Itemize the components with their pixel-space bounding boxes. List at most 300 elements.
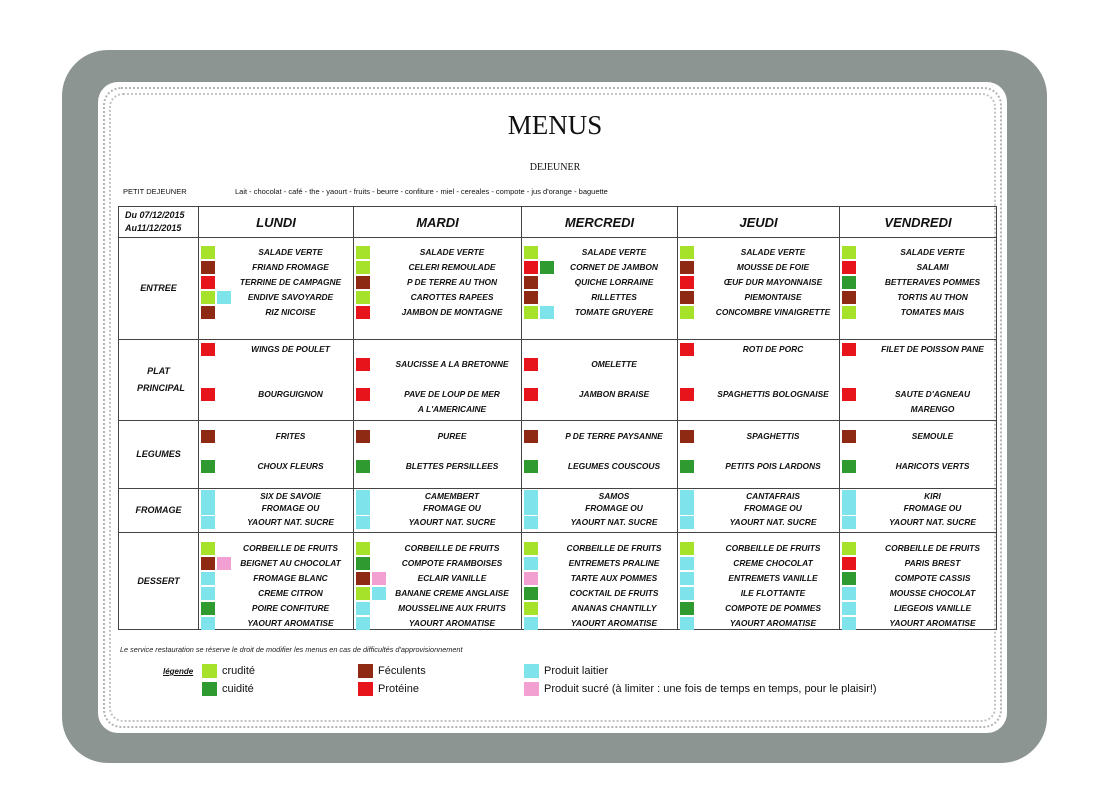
food-category-swatch: [842, 587, 856, 600]
food-category-swatch: [356, 557, 370, 570]
menu-item: [522, 460, 677, 475]
menu-cell: [840, 238, 997, 340]
menu-item: [522, 276, 677, 291]
menu-cell: [199, 340, 354, 421]
date-from: Du 07/12/2015: [125, 210, 185, 220]
dish-name: SALADE VERTE: [419, 247, 485, 257]
menu-item: [840, 516, 996, 531]
food-category-swatch: [524, 460, 538, 473]
dish-name: FRIAND FROMAGE: [252, 262, 329, 272]
menu-item: [678, 430, 839, 445]
menu-item: [522, 572, 677, 587]
menu-row: [119, 238, 997, 340]
menu-item: [840, 246, 996, 261]
food-category-swatch: [201, 276, 215, 289]
menu-item: [678, 587, 839, 602]
menu-cell: [840, 489, 997, 533]
menu-item: [199, 602, 353, 617]
menu-item: [678, 276, 839, 291]
menu-item: [199, 276, 353, 291]
food-category-swatch: [356, 246, 370, 259]
food-category-swatch: [201, 502, 215, 515]
row-header: PLAT PRINCIPAL: [119, 340, 199, 421]
menu-cell: [199, 238, 354, 340]
menu-cell: [522, 533, 678, 630]
menu-item: [840, 602, 996, 617]
food-category-swatch: [201, 261, 215, 274]
dish-name: MOUSSE CHOCOLAT: [889, 588, 976, 598]
menu-cell: [522, 238, 678, 340]
dish-name: CORBEILLE DE FRUITS: [885, 543, 980, 553]
dish-name: SALADE VERTE: [740, 247, 806, 257]
menu-item: [354, 617, 521, 632]
menu-item: [199, 557, 353, 572]
dish-name: LIEGEOIS VANILLE: [893, 603, 972, 613]
food-category-swatch: [842, 502, 856, 515]
food-category-swatch: [524, 276, 538, 289]
dish-name: FROMAGE OU: [423, 503, 481, 513]
dish-name: POIRE CONFITURE: [251, 603, 330, 613]
menu-item: [199, 516, 353, 531]
menu-row: [119, 533, 997, 630]
legend-swatch: [358, 664, 373, 678]
dish-name: FRITES: [275, 431, 306, 441]
food-category-swatch: [201, 246, 215, 259]
menu-item: [678, 343, 839, 358]
menu-item: [522, 306, 677, 321]
menu-item: [840, 430, 996, 445]
dish-name: ILE FLOTTANTE: [740, 588, 806, 598]
food-category-swatch: [356, 572, 370, 585]
food-category-swatch: [680, 276, 694, 289]
page-title: MENUS: [507, 110, 603, 140]
menu-item: [354, 246, 521, 261]
food-category-swatch: [356, 261, 370, 274]
date-to: Au11/12/2015: [125, 223, 182, 233]
food-category-swatch: [680, 261, 694, 274]
food-category-swatch: [680, 306, 694, 319]
menu-cell: [354, 489, 522, 533]
menu-cell: [354, 340, 522, 421]
food-category-swatch: [356, 306, 370, 319]
food-category-swatch: [356, 602, 370, 615]
dish-name: SALADE VERTE: [900, 247, 965, 257]
menu-item: [354, 388, 521, 403]
food-category-swatch: [842, 617, 856, 630]
dish-name: OMELETTE: [591, 359, 637, 369]
menu-item: [678, 306, 839, 321]
menu-item: [522, 587, 677, 602]
food-category-swatch: [524, 261, 538, 274]
page-subtitle: DEJEUNER: [529, 162, 581, 173]
menu-item: [199, 261, 353, 276]
menu-item: [840, 572, 996, 587]
menu-item: [840, 617, 996, 632]
dish-name: CAMEMBERT: [424, 491, 480, 501]
menu-cell: [199, 533, 354, 630]
dish-name: CAROTTES RAPEES: [410, 292, 494, 302]
food-category-swatch: [842, 572, 856, 585]
menu-cell: [354, 533, 522, 630]
dish-name: SALADE VERTE: [581, 247, 647, 257]
menu-item: [199, 291, 353, 306]
dish-name: P DE TERRE PAYSANNE: [565, 431, 663, 441]
menu-cell: [678, 421, 840, 489]
food-category-swatch: [356, 542, 370, 555]
food-category-swatch: [524, 557, 538, 570]
menu-item: [678, 388, 839, 403]
menu-item: [354, 542, 521, 557]
dish-name: PETITS POIS LARDONS: [725, 461, 821, 471]
menu-item: [199, 430, 353, 445]
dish-name: YAOURT AROMATISE: [570, 618, 658, 628]
dish-name: CORBEILLE DE FRUITS: [566, 543, 662, 553]
food-category-swatch: [680, 343, 694, 356]
food-category-swatch: [842, 306, 856, 319]
food-category-swatch: [842, 388, 856, 401]
day-header: LUNDI: [199, 207, 354, 238]
food-category-swatch: [356, 587, 370, 600]
food-category-swatch: [356, 291, 370, 304]
legend-swatch: [202, 682, 217, 696]
menu-row: [119, 489, 997, 533]
dish-name: ANANAS CHANTILLY: [571, 603, 657, 613]
dish-name: JAMBON DE MONTAGNE: [401, 307, 503, 317]
dish-name: QUICHE LORRAINE: [574, 277, 654, 287]
food-category-swatch: [524, 587, 538, 600]
dish-name: JAMBON BRAISE: [578, 389, 650, 399]
menu-item: [522, 291, 677, 306]
dish-name: SAUCISSE A LA BRETONNE: [395, 359, 509, 369]
menu-item: [354, 460, 521, 475]
dish-name: CORBEILLE DE FRUITS: [725, 543, 821, 553]
dish-name: CORBEILLE DE FRUITS: [243, 543, 338, 553]
dish-name: TARTE AUX POMMES: [570, 573, 658, 583]
menu-item: [522, 502, 677, 517]
food-category-swatch: [842, 261, 856, 274]
menu-item: [354, 306, 521, 321]
dish-name: SEMOULE: [911, 431, 954, 441]
menu-item: [354, 261, 521, 276]
menu-item: [840, 306, 996, 321]
dish-name: KIRI: [924, 491, 941, 501]
menu-item: [199, 246, 353, 261]
dish-name: CREME CHOCOLAT: [733, 558, 813, 568]
menu-cell: [678, 533, 840, 630]
food-category-swatch: [524, 358, 538, 371]
menu-item: [522, 617, 677, 632]
menu-cell: [199, 489, 354, 533]
legend-label: Protéine: [378, 683, 419, 695]
table-header-row: [119, 207, 997, 238]
food-category-swatch: [524, 502, 538, 515]
dish-name: YAOURT NAT. SUCRE: [408, 517, 496, 527]
dish-name: MOUSSELINE AUX FRUITS: [398, 603, 506, 613]
dish-name: TERRINE DE CAMPAGNE: [239, 277, 342, 287]
menu-cell: [522, 489, 678, 533]
menu-item: [678, 261, 839, 276]
dish-name: PUREE: [437, 431, 467, 441]
food-category-swatch: [680, 516, 694, 529]
dish-name: SALAMI: [916, 262, 949, 272]
dish-name: YAOURT NAT. SUCRE: [889, 517, 976, 527]
menu-item: [354, 502, 521, 517]
food-category-swatch: [680, 388, 694, 401]
menu-item: [678, 246, 839, 261]
dish-name: CANTAFRAIS: [746, 491, 800, 501]
food-category-swatch: [842, 602, 856, 615]
menu-item: [678, 542, 839, 557]
menu-item: [354, 602, 521, 617]
menu-item: [678, 557, 839, 572]
food-category-swatch: [842, 460, 856, 473]
dish-name: WINGS DE POULET: [251, 344, 330, 354]
menu-item: [199, 388, 353, 403]
dish-name: YAOURT NAT. SUCRE: [729, 517, 817, 527]
food-category-swatch: [842, 276, 856, 289]
dish-name: CREME CITRON: [258, 588, 323, 598]
food-category-swatch: [201, 602, 215, 615]
dish-name: RIZ NICOISE: [265, 307, 316, 317]
menu-cell: [199, 421, 354, 489]
dish-name: COMPOTE CASSIS: [894, 573, 971, 583]
menu-cell: [840, 533, 997, 630]
dish-name: MOUSSE DE FOIE: [736, 262, 810, 272]
dish-name: PAVE DE LOUP DE MER: [404, 389, 500, 399]
dish-name: FILET DE POISSON PANE: [881, 344, 984, 354]
food-category-swatch: [201, 542, 215, 555]
food-category-swatch: [524, 572, 538, 585]
legend-label: Produit laitier: [544, 665, 609, 677]
food-category-swatch: [201, 460, 215, 473]
food-category-swatch: [680, 291, 694, 304]
dish-name: ROTI DE PORC: [742, 344, 804, 354]
day-header: VENDREDI: [840, 207, 997, 238]
food-category-swatch: [356, 502, 370, 515]
food-category-swatch: [680, 246, 694, 259]
dish-name: MARENGO: [910, 404, 955, 414]
row-header: LEGUMES: [119, 421, 199, 489]
food-category-swatch: [842, 343, 856, 356]
food-category-swatch: [201, 617, 215, 630]
food-category-swatch: [842, 516, 856, 529]
food-category-swatch: [680, 502, 694, 515]
food-category-swatch: [201, 516, 215, 529]
menu-item: [522, 261, 677, 276]
menu-item: [840, 502, 996, 517]
food-category-swatch: [524, 388, 538, 401]
row-header: FROMAGE: [119, 489, 199, 533]
menu-item: [354, 358, 521, 373]
menu-item: [840, 291, 996, 306]
legend-title: légende: [163, 667, 194, 676]
dish-name: YAOURT AROMATISE: [408, 618, 496, 628]
dish-name: CELERI REMOULADE: [408, 262, 496, 272]
dish-name: SIX DE SAVOIE: [260, 491, 321, 501]
dish-name: ECLAIR VANILLE: [417, 573, 487, 583]
food-category-swatch: [524, 430, 538, 443]
dish-name: BOURGUIGNON: [258, 389, 323, 399]
legend-label: Produit sucré (à limiter : une fois de temps en temps, pour le plaisir!): [544, 683, 877, 695]
food-category-swatch: [524, 602, 538, 615]
food-category-swatch: [201, 572, 215, 585]
menu-item: [354, 557, 521, 572]
disclaimer-note: Le service restauration se réserve le droit de modifier les menus en cas de difficultés d'approvisionnement: [120, 645, 463, 654]
menu-item: [840, 460, 996, 475]
food-category-swatch: [524, 617, 538, 630]
menu-item: [354, 403, 521, 418]
menu-cell: [678, 238, 840, 340]
menu-item: [199, 502, 353, 517]
food-category-swatch: [201, 587, 215, 600]
food-category-swatch: [356, 276, 370, 289]
food-category-swatch: [356, 516, 370, 529]
menu-item: [522, 358, 677, 373]
food-category-swatch: [201, 343, 215, 356]
date-range: [119, 207, 199, 238]
menu-item: [354, 430, 521, 445]
dish-name: COMPOTE DE POMMES: [725, 603, 821, 613]
breakfast-label: PETIT DEJEUNER: [123, 187, 187, 196]
menu-item: [678, 617, 839, 632]
dish-name: P DE TERRE AU THON: [406, 277, 498, 287]
food-category-swatch: [524, 246, 538, 259]
menu-item: [354, 516, 521, 531]
dish-name: COCKTAIL DE FRUITS: [569, 588, 659, 598]
dish-name: PIEMONTAISE: [744, 292, 802, 302]
day-header: JEUDI: [678, 207, 840, 238]
dish-name: TOMATE GRUYERE: [574, 307, 654, 317]
legend-swatch: [358, 682, 373, 696]
dish-name: CORNET DE JAMBON: [570, 262, 658, 272]
menu-cell: [678, 489, 840, 533]
food-category-swatch: [356, 617, 370, 630]
food-category-swatch: [680, 542, 694, 555]
food-category-swatch: [842, 291, 856, 304]
day-header: MERCREDI: [522, 207, 678, 238]
dish-name: CHOUX FLEURS: [257, 461, 324, 471]
menu-item: [522, 246, 677, 261]
menu-item: [678, 460, 839, 475]
dish-name: YAOURT AROMATISE: [729, 618, 817, 628]
menu-item: [840, 557, 996, 572]
legend-swatch: [202, 664, 217, 678]
food-category-swatch: [680, 617, 694, 630]
food-category-swatch: [524, 516, 538, 529]
dish-name: ENTREMETS PRALINE: [568, 558, 660, 568]
dish-name: SALADE VERTE: [258, 247, 323, 257]
dish-name: FROMAGE OU: [585, 503, 643, 513]
food-category-swatch: [680, 557, 694, 570]
food-category-swatch: [356, 388, 370, 401]
menu-cell: [354, 238, 522, 340]
menu-item: [522, 542, 677, 557]
menu-item: [522, 602, 677, 617]
menu-item: [199, 572, 353, 587]
menu-item: [354, 572, 521, 587]
menu-row: [119, 421, 997, 489]
dish-name: SAMOS: [598, 491, 630, 501]
menu-item: [354, 291, 521, 306]
dish-name: SAUTE D'AGNEAU: [894, 389, 971, 399]
dish-name: YAOURT AROMATISE: [889, 618, 976, 628]
dish-name: YAOURT AROMATISE: [247, 618, 334, 628]
breakfast-items: Lait - chocolat - café - the - yaourt - fruits - beurre - confiture - miel - cereales - compote - jus d'orange - baguette: [235, 187, 608, 196]
food-category-swatch: [680, 572, 694, 585]
dish-name: YAOURT NAT. SUCRE: [247, 517, 334, 527]
menu-cell: [840, 340, 997, 421]
row-header: ENTREE: [119, 238, 199, 340]
dish-name: LEGUMES COUSCOUS: [567, 461, 661, 471]
dish-name: FROMAGE OU: [261, 503, 320, 513]
food-category-swatch: [201, 388, 215, 401]
menu-cell: [522, 340, 678, 421]
menu-row: [119, 340, 997, 421]
menu-item: [199, 306, 353, 321]
menu-item: [840, 276, 996, 291]
menu-item: [522, 557, 677, 572]
food-category-swatch: [201, 306, 215, 319]
menu-item: [840, 261, 996, 276]
menu-item: [199, 343, 353, 358]
food-category-swatch: [356, 460, 370, 473]
menu-item: [199, 587, 353, 602]
menu-item: [840, 542, 996, 557]
menu-item: [678, 572, 839, 587]
dish-name: BETTERAVES POMMES: [884, 277, 981, 287]
dish-name: SPAGHETTIS BOLOGNAISE: [717, 389, 829, 399]
legend-swatch: [524, 682, 539, 696]
row-header: DESSERT: [119, 533, 199, 630]
dish-name: CORBEILLE DE FRUITS: [404, 543, 500, 553]
menu-cell: [354, 421, 522, 489]
menu-item: [522, 430, 677, 445]
dish-name: PARIS BREST: [904, 558, 961, 568]
menu-item: [522, 516, 677, 531]
menu-item: [678, 602, 839, 617]
dish-name: ŒUF DUR MAYONNAISE: [723, 277, 823, 287]
dish-name: BEIGNET AU CHOCOLAT: [240, 558, 341, 568]
dish-name: CONCOMBRE VINAIGRETTE: [715, 307, 831, 317]
menu-item: [199, 542, 353, 557]
food-category-swatch: [356, 430, 370, 443]
legend-label: cuidité: [222, 683, 254, 695]
menu-item: [199, 460, 353, 475]
menu-item: [354, 276, 521, 291]
menu-item: [840, 343, 996, 358]
food-category-swatch: [842, 246, 856, 259]
food-category-swatch: [680, 430, 694, 443]
legend-label: crudité: [222, 665, 256, 677]
dish-name: COMPOTE FRAMBOISES: [401, 558, 503, 568]
menu-cell: [840, 421, 997, 489]
food-category-swatch: [201, 291, 215, 304]
menu-table: [118, 206, 997, 630]
food-category-swatch: [842, 542, 856, 555]
food-category-swatch: [842, 557, 856, 570]
food-category-swatch: [201, 557, 215, 570]
menu-item: [840, 388, 996, 403]
menu-cell: [522, 421, 678, 489]
dish-name: YAOURT NAT. SUCRE: [570, 517, 658, 527]
dish-name: TORTIS AU THON: [897, 292, 968, 302]
menu-item: [840, 403, 996, 418]
dish-name: SPAGHETTIS: [746, 431, 800, 441]
dish-name: ENTREMETS VANILLE: [728, 573, 818, 583]
dish-name: TOMATES MAIS: [900, 307, 965, 317]
legend-swatch: [524, 664, 539, 678]
dish-name: BANANE CREME ANGLAISE: [395, 588, 509, 598]
